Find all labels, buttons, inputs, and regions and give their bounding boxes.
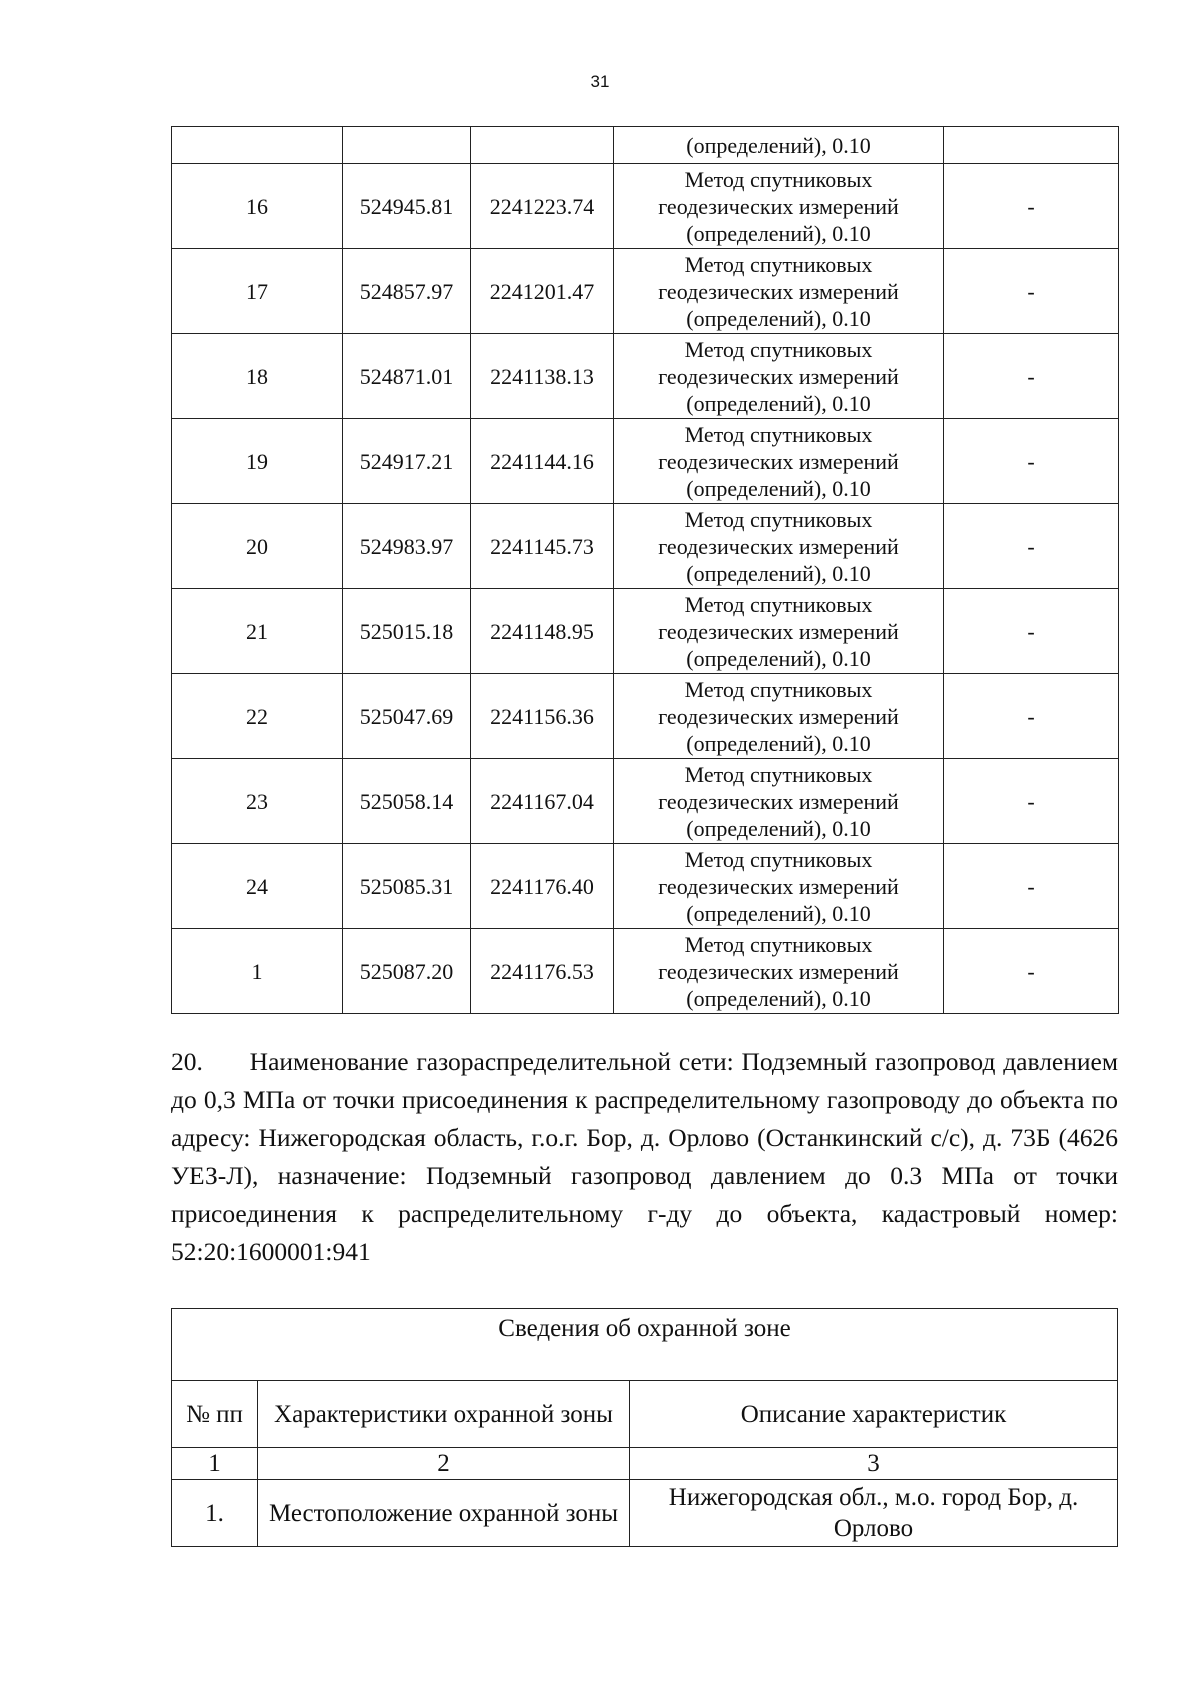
method-line-2: геодезических измерений [658, 788, 899, 814]
cell-note: - [944, 844, 1119, 929]
cell-x: 525087.20 [343, 929, 471, 1014]
cell-y: 2241176.40 [471, 844, 614, 929]
cell-point: 16 [172, 164, 343, 249]
header-description: Описание характеристик [630, 1381, 1118, 1448]
cell-x: 525047.69 [343, 674, 471, 759]
method-line-2: геодезических измерений [658, 193, 899, 219]
cell-x: 524945.81 [343, 164, 471, 249]
cell-y: 2241176.53 [471, 929, 614, 1014]
table-row [172, 334, 1119, 419]
cell-point: 1 [172, 929, 343, 1014]
cell-y: 2241223.74 [471, 164, 614, 249]
section-text: Наименование газораспределительной сети: Подземный газопровод давлением до 0,3 МПа от точки присоединения к распределительному газопроводу до объекта по адресу: Нижегородская область, г.о.г. Бор, д. Орлово (Останкинский с/с), д. 73Б (4626 УЕЗ-Л), назначение: Подземный газопровод давлением до 0.3 МПа от точки присоединения к распределительному г-ду до объекта, кадастровый номер: 52:20:1600001:941 [171, 1047, 1118, 1266]
cell-point: 18 [172, 334, 343, 419]
table-row [172, 589, 1119, 674]
method-line-2: геодезических измерений [658, 363, 899, 389]
method-line-1: Метод спутниковых [684, 251, 873, 277]
cell-method [614, 334, 944, 419]
cell-y: 2241138.13 [471, 334, 614, 419]
table-row [172, 929, 1119, 1014]
cell-y: 2241201.47 [471, 249, 614, 334]
coordinates-table [171, 126, 1119, 1014]
method-line-2: геодезических измерений [658, 958, 899, 984]
table-row [172, 1480, 1118, 1547]
method-line-1: Метод спутниковых [684, 761, 873, 787]
method-line-2: геодезических измерений [658, 448, 899, 474]
protection-zone-table [171, 1308, 1118, 1547]
method-line-2: геодезических измерений [658, 873, 899, 899]
cell-x: 525085.31 [343, 844, 471, 929]
method-line-3: (определений), 0.10 [686, 390, 871, 416]
method-line-2: геодезических измерений [658, 703, 899, 729]
method-line-1: Метод спутниковых [684, 846, 873, 872]
table-row [172, 759, 1119, 844]
cell-x: 524917.21 [343, 419, 471, 504]
cell-x: 524983.97 [343, 504, 471, 589]
cell-x: 524871.01 [343, 334, 471, 419]
method-line-2: геодезических измерений [658, 618, 899, 644]
cell-y: 2241148.95 [471, 589, 614, 674]
method-line-2: геодезических измерений [658, 533, 899, 559]
cell-x: 524857.97 [343, 249, 471, 334]
row-description: Нижегородская обл., м.о. город Бор, д. Орлово [630, 1480, 1118, 1547]
section-number: 20. [171, 1047, 203, 1076]
method-line-1: Метод спутниковых [684, 591, 873, 617]
cell-y: 2241145.73 [471, 504, 614, 589]
method-line-3: (определений), 0.10 [686, 985, 871, 1011]
method-line-1: Метод спутниковых [684, 166, 873, 192]
method-line-1: Метод спутниковых [684, 676, 873, 702]
table-row [172, 504, 1119, 589]
table-row [172, 249, 1119, 334]
cell-x: 525015.18 [343, 589, 471, 674]
method-line-3: (определений), 0.10 [686, 645, 871, 671]
col-number-2: 2 [258, 1448, 630, 1480]
method-line-1: Метод спутниковых [684, 336, 873, 362]
zone-table-title: Сведения об охранной зоне [172, 1309, 1118, 1381]
cell-x: 525058.14 [343, 759, 471, 844]
method-line-3: (определений), 0.10 [686, 900, 871, 926]
method-line-3: (определений), 0.10 [686, 560, 871, 586]
cell-method: (определений), 0.10 [614, 127, 944, 164]
cell-note: - [944, 929, 1119, 1014]
method-line-1: Метод спутниковых [684, 506, 873, 532]
header-number: № пп [172, 1381, 258, 1448]
cell-method [614, 929, 944, 1014]
cell-y: 2241167.04 [471, 759, 614, 844]
table-row-continuation [172, 127, 1119, 164]
cell-note: - [944, 164, 1119, 249]
col-number-1: 1 [172, 1448, 258, 1480]
table-row [172, 844, 1119, 929]
method-line-1: Метод спутниковых [684, 421, 873, 447]
cell-y: 2241144.16 [471, 419, 614, 504]
table-row [172, 164, 1119, 249]
cell-note: - [944, 334, 1119, 419]
cell-point: 19 [172, 419, 343, 504]
cell-note: - [944, 249, 1119, 334]
row-characteristic: Местоположение охранной зоны [258, 1480, 630, 1547]
cell-note: - [944, 504, 1119, 589]
method-line-3: (определений), 0.10 [686, 730, 871, 756]
cell-y: 2241156.36 [471, 674, 614, 759]
cell-method [614, 589, 944, 674]
cell-point: 23 [172, 759, 343, 844]
table-row [172, 419, 1119, 504]
cell-note: - [944, 674, 1119, 759]
cell-note: - [944, 419, 1119, 504]
cell-x [343, 127, 471, 164]
cell-note: - [944, 759, 1119, 844]
method-line-3: (определений), 0.10 [686, 815, 871, 841]
cell-point: 22 [172, 674, 343, 759]
cell-point: 21 [172, 589, 343, 674]
row-number: 1. [172, 1480, 258, 1547]
cell-method [614, 249, 944, 334]
method-line-2: геодезических измерений [658, 278, 899, 304]
cell-method [614, 759, 944, 844]
cell-point: 20 [172, 504, 343, 589]
cell-method [614, 504, 944, 589]
method-line-3: (определений), 0.10 [686, 475, 871, 501]
cell-method [614, 674, 944, 759]
cell-note: - [944, 589, 1119, 674]
cell-method [614, 164, 944, 249]
page-number: 31 [590, 72, 610, 91]
method-line-3: (определений), 0.10 [686, 305, 871, 331]
method-line-3: (определений), 0.10 [686, 220, 871, 246]
cell-method [614, 419, 944, 504]
cell-note [944, 127, 1119, 164]
cell-point: 24 [172, 844, 343, 929]
cell-point [172, 127, 343, 164]
cell-y [471, 127, 614, 164]
col-number-3: 3 [630, 1448, 1118, 1480]
section-20-paragraph [171, 1043, 1118, 1271]
method-line-1: Метод спутниковых [684, 931, 873, 957]
table-row [172, 674, 1119, 759]
cell-point: 17 [172, 249, 343, 334]
cell-method [614, 844, 944, 929]
header-characteristics: Характеристики охранной зоны [258, 1381, 630, 1448]
